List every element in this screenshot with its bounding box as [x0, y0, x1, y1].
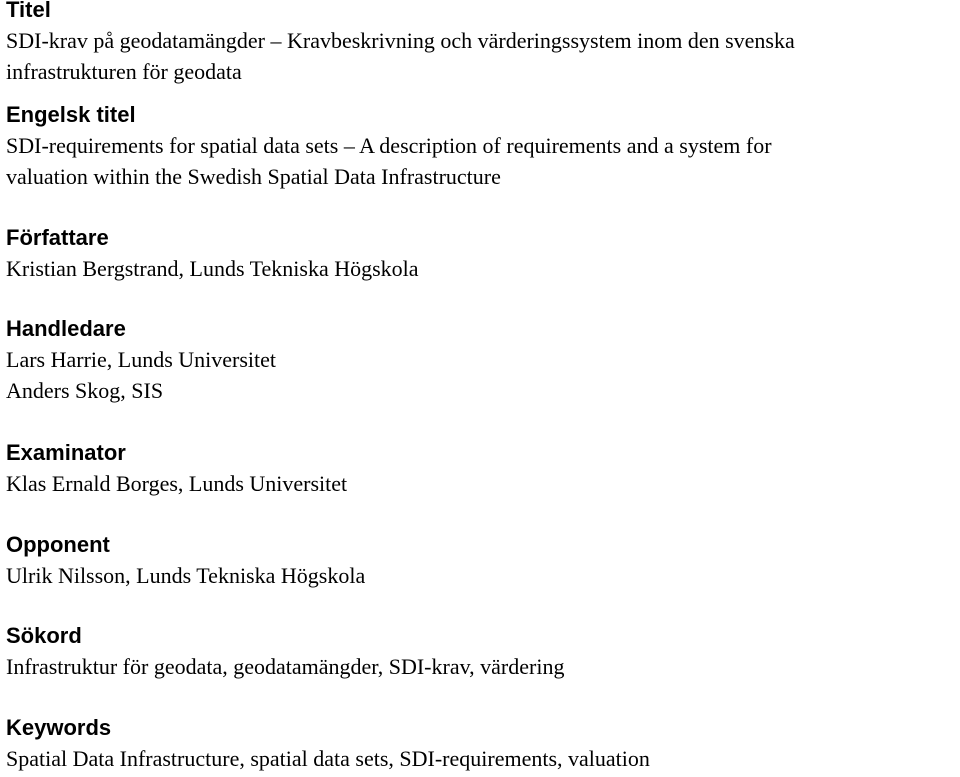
section-heading-titel: Titel [6, 0, 51, 22]
examiner-line: Klas Ernald Borges, Lunds Universitet [6, 471, 348, 496]
opponent-line: Ulrik Nilsson, Lunds Tekniska Högskola [6, 563, 366, 588]
swedish-keywords-line: Infrastruktur för geodata, geodatamängder, SDI-krav, värdering [6, 654, 565, 679]
section-sokord [6, 623, 956, 682]
title-line: infrastrukturen för geodata [6, 59, 242, 84]
section-forfattare [6, 225, 956, 284]
section-keywords [6, 715, 956, 774]
section-examinator [6, 440, 956, 499]
english-title-line: SDI-requirements for spatial data sets – A description of requirements and a system for [6, 133, 772, 158]
section-opponent [6, 532, 956, 591]
section-heading-forfattare: Författare [6, 225, 109, 250]
section-heading-opponent: Opponent [6, 532, 110, 557]
section-heading-keywords: Keywords [6, 715, 112, 740]
section-handledare [6, 316, 956, 406]
section-heading-examinator: Examinator [6, 440, 126, 465]
english-keywords-line: Spatial Data Infrastructure, spatial data sets, SDI-requirements, valuation [6, 746, 650, 771]
section-titel [6, 0, 956, 87]
section-heading-sokord: Sökord [6, 623, 82, 648]
author-line: Kristian Bergstrand, Lunds Tekniska Högskola [6, 256, 419, 281]
section-engelsk-titel [6, 102, 956, 192]
section-heading-handledare: Handledare [6, 316, 126, 341]
english-title-line: valuation within the Swedish Spatial Data Infrastructure [6, 164, 501, 189]
title-line: SDI-krav på geodatamängder – Kravbeskrivning och värderingssystem inom den svenska [6, 28, 795, 53]
supervisor-line: Lars Harrie, Lunds Universitet [6, 347, 277, 372]
supervisor-line: Anders Skog, SIS [6, 378, 164, 403]
section-heading-engelsk-titel: Engelsk titel [6, 102, 136, 127]
